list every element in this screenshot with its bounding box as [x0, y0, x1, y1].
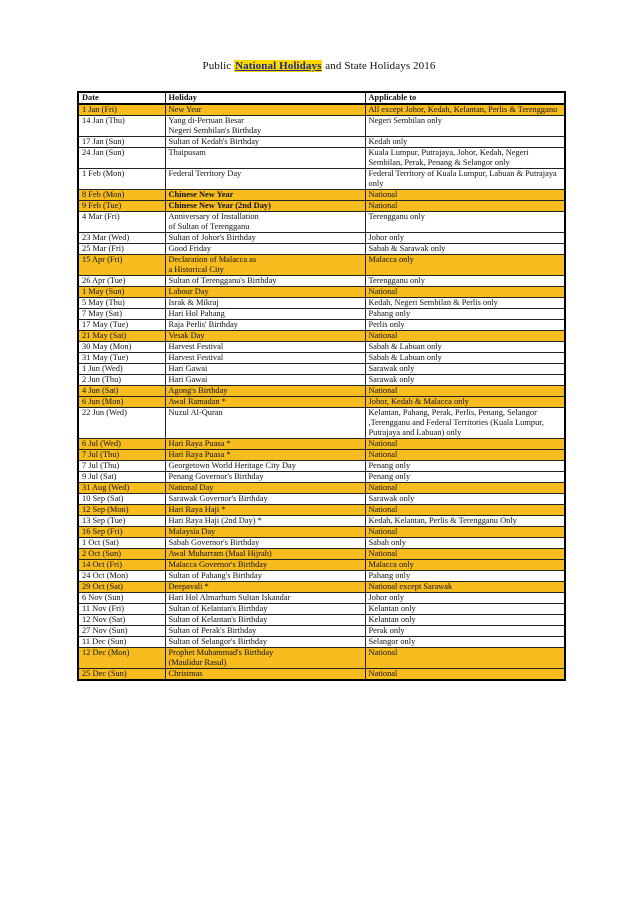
holiday-cell: Awal Ramadan *	[165, 397, 365, 408]
table-row	[78, 116, 565, 137]
table-row	[78, 342, 565, 353]
holiday-cell: Deepavali *	[165, 582, 365, 593]
applicable-cell: National	[365, 287, 565, 298]
date-cell: 9 Jul (Sat)	[78, 472, 165, 483]
date-cell: 7 Jul (Thu)	[78, 450, 165, 461]
date-cell: 27 Nov (Sun)	[78, 626, 165, 637]
date-cell: 5 May (Thu)	[78, 298, 165, 309]
table-row	[78, 137, 565, 148]
applicable-cell: Sarawak only	[365, 494, 565, 505]
table-row	[78, 461, 565, 472]
header-applicable: Applicable to	[365, 92, 565, 104]
date-cell: 2 Oct (Sun)	[78, 549, 165, 560]
applicable-cell: National	[365, 669, 565, 681]
table-row	[78, 331, 565, 342]
table-row	[78, 104, 565, 116]
table-row	[78, 364, 565, 375]
holiday-cell: Sultan of Pahang's Birthday	[165, 571, 365, 582]
holiday-cell: Harvest Festival	[165, 342, 365, 353]
table-row	[78, 472, 565, 483]
applicable-cell: Kedah, Kelantan, Perlis & Terengganu Only	[365, 516, 565, 527]
holiday-cell: Chinese New Year	[165, 190, 365, 201]
holiday-cell: Sultan of Johor's Birthday	[165, 233, 365, 244]
date-cell: 29 Oct (Sat)	[78, 582, 165, 593]
date-cell: 30 May (Mon)	[78, 342, 165, 353]
date-cell: 31 Aug (Wed)	[78, 483, 165, 494]
table-row	[78, 571, 565, 582]
applicable-cell: Kelantan only	[365, 604, 565, 615]
applicable-cell: Sabah only	[365, 538, 565, 549]
date-cell: 12 Sep (Mon)	[78, 505, 165, 516]
date-cell: 1 Jun (Wed)	[78, 364, 165, 375]
table-header-row	[78, 92, 565, 104]
holiday-cell: Christmas	[165, 669, 365, 681]
date-cell: 7 Jul (Thu)	[78, 461, 165, 472]
applicable-cell: Penang only	[365, 461, 565, 472]
title-highlight: National Holidays	[235, 60, 322, 72]
table-row	[78, 593, 565, 604]
table-row	[78, 353, 565, 364]
applicable-cell: Kedah only	[365, 137, 565, 148]
holiday-cell: Good Friday	[165, 244, 365, 255]
date-cell: 24 Jan (Sun)	[78, 148, 165, 169]
holiday-cell: Federal Territory Day	[165, 169, 365, 190]
table-body	[78, 104, 565, 680]
applicable-cell: Pahang only	[365, 309, 565, 320]
holiday-cell: Nuzul Al-Quran	[165, 408, 365, 439]
table-row	[78, 320, 565, 331]
holiday-cell: Vesak Day	[165, 331, 365, 342]
holiday-cell: Sarawak Governor's Birthday	[165, 494, 365, 505]
applicable-cell: Malacca only	[365, 255, 565, 276]
table-row	[78, 244, 565, 255]
holiday-cell: Sabah Governor's Birthday	[165, 538, 365, 549]
holiday-cell: Hari Raya Puasa *	[165, 450, 365, 461]
table-row	[78, 255, 565, 276]
date-cell: 21 May (Sat)	[78, 331, 165, 342]
holiday-cell: Awal Muharram (Maal Hijrah)	[165, 549, 365, 560]
date-cell: 1 May (Sun)	[78, 287, 165, 298]
table-row	[78, 637, 565, 648]
holiday-cell: Hari Raya Haji (2nd Day) *	[165, 516, 365, 527]
date-cell: 17 Jan (Sun)	[78, 137, 165, 148]
title-suffix: and State Holidays 2016	[322, 60, 436, 72]
table-row	[78, 408, 565, 439]
table-row	[78, 169, 565, 190]
holiday-cell: Hari Hol Pahang	[165, 309, 365, 320]
holiday-cell: Malaysia Day	[165, 527, 365, 538]
date-cell: 12 Nov (Sat)	[78, 615, 165, 626]
applicable-cell: National	[365, 190, 565, 201]
date-cell: 7 May (Sat)	[78, 309, 165, 320]
applicable-cell: National	[365, 527, 565, 538]
applicable-cell: Negeri Sembilan only	[365, 116, 565, 137]
holiday-cell: Hari Gawai	[165, 375, 365, 386]
table-row	[78, 483, 565, 494]
date-cell: 11 Nov (Fri)	[78, 604, 165, 615]
holiday-cell: Penang Governor's Birthday	[165, 472, 365, 483]
table-row	[78, 450, 565, 461]
applicable-cell: Sarawak only	[365, 375, 565, 386]
applicable-cell: Sabah & Sarawak only	[365, 244, 565, 255]
applicable-cell: National	[365, 450, 565, 461]
applicable-cell: All except Johor, Kedah, Kelantan, Perlis & Terengganu	[365, 104, 565, 116]
applicable-cell: National	[365, 386, 565, 397]
applicable-cell: Sabah & Labuan only	[365, 342, 565, 353]
date-cell: 12 Dec (Mon)	[78, 648, 165, 669]
date-cell: 1 Feb (Mon)	[78, 169, 165, 190]
table-row	[78, 397, 565, 408]
applicable-cell: Kelantan, Pahang, Perak, Perlis, Penang, Selangor ,Terengganu and Federal Territories (Kuala Lumpur, Putrajaya and Labuan) only	[365, 408, 565, 439]
table-row	[78, 212, 565, 233]
holiday-cell: Sultan of Terengganu's Birthday	[165, 276, 365, 287]
table-row	[78, 201, 565, 212]
date-cell: 4 Mar (Fri)	[78, 212, 165, 233]
date-cell: 24 Oct (Mon)	[78, 571, 165, 582]
date-cell: 11 Dec (Sun)	[78, 637, 165, 648]
holiday-cell: Harvest Festival	[165, 353, 365, 364]
applicable-cell: National	[365, 483, 565, 494]
holiday-cell: Israk & Mikraj	[165, 298, 365, 309]
date-cell: 9 Feb (Tue)	[78, 201, 165, 212]
table-row	[78, 669, 565, 681]
table-row	[78, 505, 565, 516]
holiday-cell: Anniversary of Installation of Sultan of Terengganu	[165, 212, 365, 233]
date-cell: 14 Jan (Thu)	[78, 116, 165, 137]
holiday-cell: Georgetown World Heritage City Day	[165, 461, 365, 472]
holiday-table	[77, 91, 566, 681]
applicable-cell: Sarawak only	[365, 364, 565, 375]
table-row	[78, 148, 565, 169]
table-row	[78, 648, 565, 669]
date-cell: 15 Apr (Fri)	[78, 255, 165, 276]
date-cell: 1 Jan (Fri)	[78, 104, 165, 116]
date-cell: 13 Sep (Tue)	[78, 516, 165, 527]
table-row	[78, 439, 565, 450]
applicable-cell: National	[365, 549, 565, 560]
applicable-cell: Sabah & Labuan only	[365, 353, 565, 364]
date-cell: 1 Oct (Sat)	[78, 538, 165, 549]
holiday-cell: Hari Gawai	[165, 364, 365, 375]
table-row	[78, 190, 565, 201]
applicable-cell: Johor only	[365, 593, 565, 604]
table-row	[78, 287, 565, 298]
applicable-cell: Penang only	[365, 472, 565, 483]
date-cell: 26 Apr (Tue)	[78, 276, 165, 287]
applicable-cell: National	[365, 201, 565, 212]
date-cell: 4 Jun (Sat)	[78, 386, 165, 397]
date-cell: 17 May (Tue)	[78, 320, 165, 331]
table-row	[78, 233, 565, 244]
applicable-cell: Terengganu only	[365, 212, 565, 233]
applicable-cell: Kedah, Negeri Sembilan & Perlis only	[365, 298, 565, 309]
holiday-table-wrapper	[77, 91, 564, 681]
holiday-cell: Sultan of Kelantan's Birthday	[165, 604, 365, 615]
document-title	[0, 60, 638, 72]
applicable-cell: Federal Territory of Kuala Lumpur, Labuan & Putrajaya only	[365, 169, 565, 190]
holiday-cell: Sultan of Kelantan's Birthday	[165, 615, 365, 626]
applicable-cell: Johor, Kedah & Malacca only	[365, 397, 565, 408]
table-row	[78, 386, 565, 397]
holiday-cell: Sultan of Perak's Birthday	[165, 626, 365, 637]
date-cell: 31 May (Tue)	[78, 353, 165, 364]
date-cell: 22 Jun (Wed)	[78, 408, 165, 439]
holiday-cell: Labour Day	[165, 287, 365, 298]
date-cell: 2 Jun (Thu)	[78, 375, 165, 386]
holiday-cell: Thaipusam	[165, 148, 365, 169]
title-prefix: Public	[202, 60, 235, 72]
applicable-cell: Johor only	[365, 233, 565, 244]
header-holiday: Holiday	[165, 92, 365, 104]
applicable-cell: National	[365, 648, 565, 669]
table-row	[78, 375, 565, 386]
table-row	[78, 626, 565, 637]
applicable-cell: National except Sarawak	[365, 582, 565, 593]
applicable-cell: Perak only	[365, 626, 565, 637]
holiday-cell: National Day	[165, 483, 365, 494]
holiday-cell: Hari Hol Almarhum Sultan Iskandar	[165, 593, 365, 604]
holiday-cell: Hari Raya Puasa *	[165, 439, 365, 450]
holiday-cell: Declaration of Malacca as a Historical City	[165, 255, 365, 276]
date-cell: 6 Nov (Sun)	[78, 593, 165, 604]
holiday-cell: Hari Raya Haji *	[165, 505, 365, 516]
table-row	[78, 276, 565, 287]
table-row	[78, 560, 565, 571]
holiday-cell: Sultan of Selangor's Birthday	[165, 637, 365, 648]
holiday-cell: Agong's Birthday	[165, 386, 365, 397]
date-cell: 25 Mar (Fri)	[78, 244, 165, 255]
holiday-cell: Sultan of Kedah's Birthday	[165, 137, 365, 148]
date-cell: 8 Feb (Mon)	[78, 190, 165, 201]
applicable-cell: Perlis only	[365, 320, 565, 331]
date-cell: 10 Sep (Sat)	[78, 494, 165, 505]
applicable-cell: National	[365, 331, 565, 342]
holiday-cell: Chinese New Year (2nd Day)	[165, 201, 365, 212]
header-date: Date	[78, 92, 165, 104]
applicable-cell: National	[365, 505, 565, 516]
table-row	[78, 604, 565, 615]
holiday-cell: Prophet Muhammad's Birthday (Maulidur Rasul)	[165, 648, 365, 669]
holiday-cell: Raja Perlis' Birthday	[165, 320, 365, 331]
table-row	[78, 494, 565, 505]
table-row	[78, 615, 565, 626]
date-cell: 16 Sep (Fri)	[78, 527, 165, 538]
applicable-cell: Terengganu only	[365, 276, 565, 287]
table-row	[78, 298, 565, 309]
date-cell: 25 Dec (Sun)	[78, 669, 165, 681]
table-row	[78, 527, 565, 538]
applicable-cell: Kuala Lumpur, Putrajaya, Johor, Kedah, Negeri Sembilan, Perak, Penang & Selangor only	[365, 148, 565, 169]
applicable-cell: Selangor only	[365, 637, 565, 648]
applicable-cell: Pahang only	[365, 571, 565, 582]
table-row	[78, 516, 565, 527]
holiday-cell: New Year	[165, 104, 365, 116]
date-cell: 6 Jul (Wed)	[78, 439, 165, 450]
table-row	[78, 309, 565, 320]
holiday-cell: Yang di-Pertuan Besar Negeri Sembilan's Birthday	[165, 116, 365, 137]
applicable-cell: Kelantan only	[365, 615, 565, 626]
table-row	[78, 538, 565, 549]
date-cell: 14 Oct (Fri)	[78, 560, 165, 571]
date-cell: 23 Mar (Wed)	[78, 233, 165, 244]
applicable-cell: Malacca only	[365, 560, 565, 571]
holiday-cell: Malacca Governor's Birthday	[165, 560, 365, 571]
applicable-cell: National	[365, 439, 565, 450]
table-row	[78, 582, 565, 593]
table-row	[78, 549, 565, 560]
date-cell: 6 Jun (Mon)	[78, 397, 165, 408]
